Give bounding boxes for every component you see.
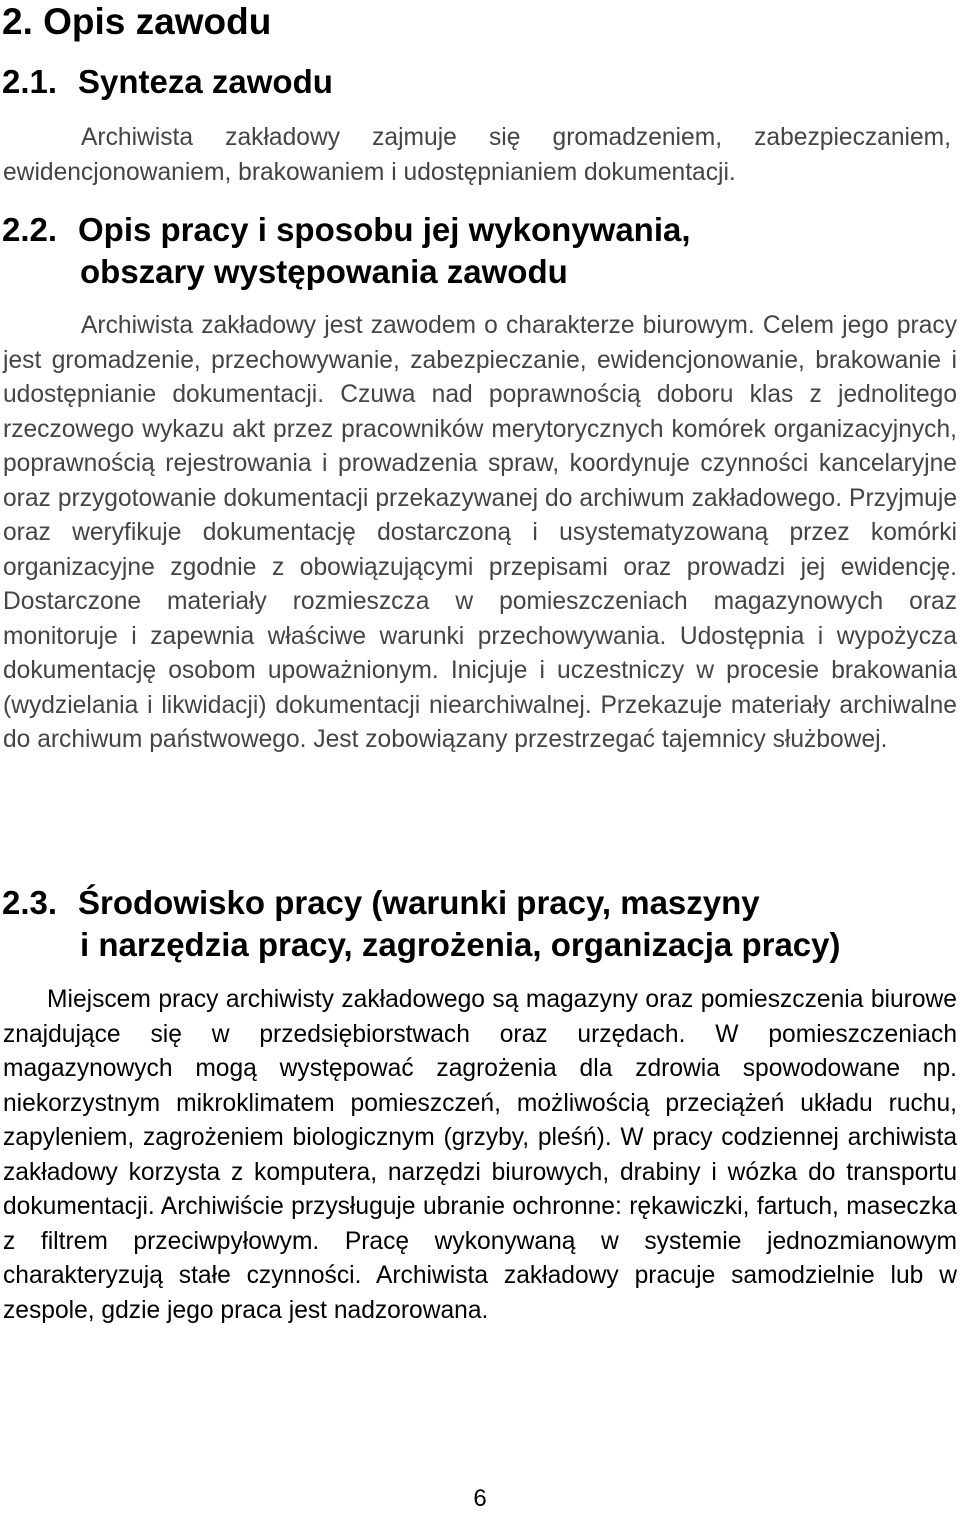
subsection-number: 2.2. bbox=[2, 211, 58, 248]
section-title: 2. Opis zawodu bbox=[2, 1, 272, 42]
subsection-title-line1: Środowisko pracy (warunki pracy, maszyny bbox=[78, 884, 760, 921]
subsection-heading-2-2 bbox=[2, 209, 691, 293]
subsection-number: 2.1. bbox=[2, 63, 58, 100]
subsection-title-line2: obszary występowania zawodu bbox=[80, 253, 568, 290]
subsection-heading-2-1 bbox=[2, 61, 333, 103]
paragraph-opis-pracy: Archiwista zakładowy jest zawodem o charakterze biurowym. Celem jego pracy jest gromadzenie, przechowywanie, zabezpieczanie, ewidencjonowanie, brakowanie i udostępnianie dokumentacji. Czuwa nad poprawnością doboru klas z jednolitego rzeczowego wykazu akt przez pracowników merytorycznych komórek organizacyjnych, poprawnością rejestrowania i prowadzenia spraw, koordynuje czynności kancelaryjne oraz przygotowanie dokumentacji przekazywanej do archiwum zakładowego. Przyjmuje oraz weryfikuje dokumentację dostarczoną i usystematyzowaną przez komórki organizacyjne zgodnie z obowiązującymi przepisami oraz prowadzi jej ewidencję. Dostarczone materiały rozmieszcza w pomieszczeniach magazynowych oraz monitoruje i zapewnia właściwe warunki przechowywania. Udostępnia i wypożycza dokumentację osobom upoważnionym. Inicjuje i uczestniczy w procesie brakowania (wydzielania i likwidacji) dokumentacji niearchiwalnej. Przekazuje materiały archiwalne do archiwum państwowego. Jest zobowiązany przestrzegać tajemnicy służbowej. bbox=[3, 312, 957, 753]
page-number: 6 bbox=[473, 1485, 487, 1512]
subsection-title-line2: i narzędzia pracy, zagrożenia, organizacja pracy) bbox=[80, 926, 841, 963]
subsection-title: Synteza zawodu bbox=[78, 63, 333, 100]
subsection-title-line1: Opis pracy i sposobu jej wykonywania, bbox=[78, 211, 691, 248]
subsection-number: 2.3. bbox=[2, 884, 58, 921]
paragraph-synteza: Archiwista zakładowy zajmuje się gromadzeniem, zabezpieczaniem, ewidencjonowaniem, brakowaniem i udostępnianiem dokumentacji. bbox=[3, 124, 951, 186]
subsection-heading-2-3 bbox=[2, 882, 841, 966]
paragraph-srodowisko-pracy: Miejscem pracy archiwisty zakładowego są magazyny oraz pomieszczenia biurowe znajdujące się w przedsiębiorstwach oraz urzędach. W pomieszczeniach magazynowych mogą występować zagrożenia dla zdrowia spowodowane np. niekorzystnym mikroklimatem pomieszczeń, możliwością przeciążeń układu ruchu, zapyleniem, zagrożeniem biologicznym (grzyby, pleśń). W pracy codziennej archiwista zakładowy korzysta z komputera, narzędzi biurowych, drabiny i wózka do transportu dokumentacji. Archiwiście przysługuje ubranie ochronne: rękawiczki, fartuch, maseczka z filtrem przeciwpyłowym. Pracę wykonywaną w systemie jednozmianowym charakteryzują stałe czynności. Archiwista zakładowy pracuje samodzielnie lub w zespole, gdzie jego praca jest nadzorowana. bbox=[3, 986, 957, 1324]
